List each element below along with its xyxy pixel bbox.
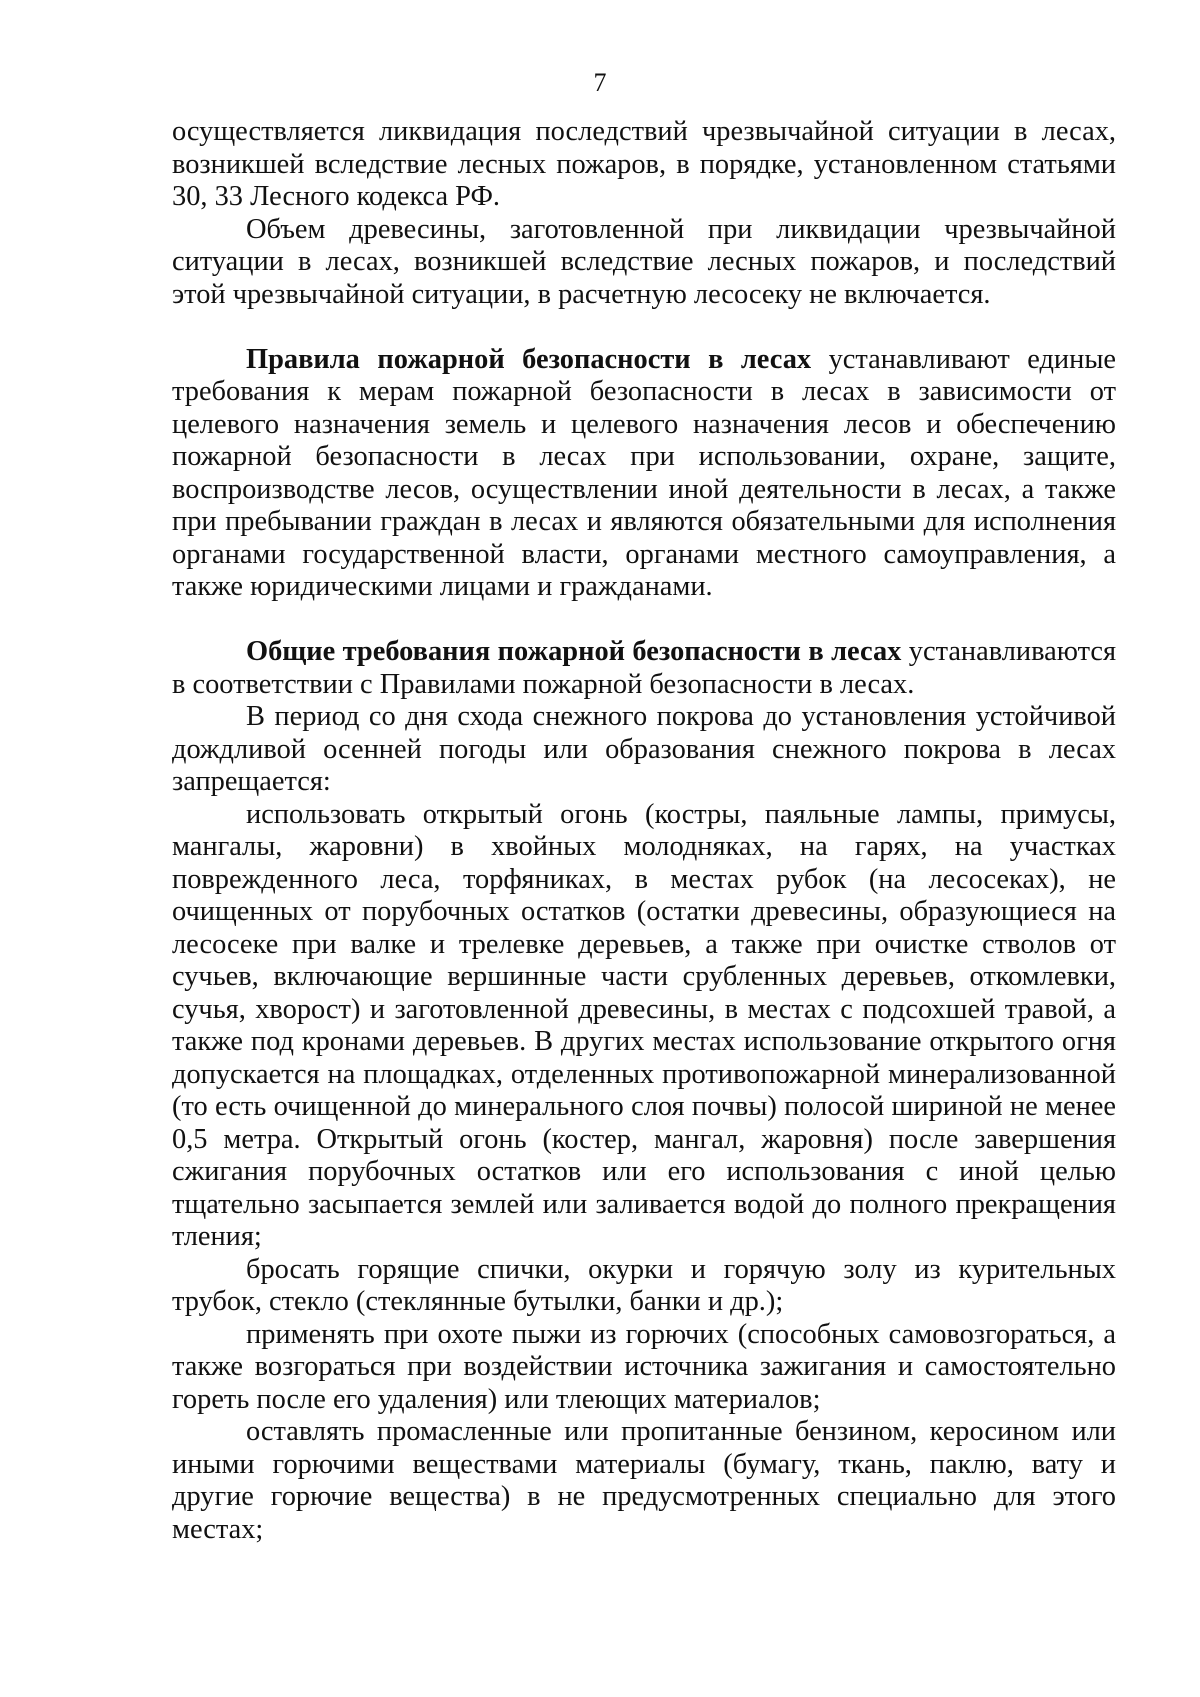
paragraph-liquidation-procedure: осуществляется ликвидация последствий чрезвычайной ситуации в лесах, возникшей вследствие лесных пожаров, в порядке, установленном статьями 30, 33 Лесного кодекса РФ. xyxy=(172,116,1116,212)
list-item-oily-materials: оставлять промасленные или пропитанные бензином, керосином или иными горючими веществами материалы (бумагу, ткань, паклю, вату и другие горючие вещества) в не предусмотренных специально для этого местах; xyxy=(172,1416,1116,1545)
paragraph-general-requirements-text: устанавливаются в соответствии с Правилами пожарной безопасности в лесах. xyxy=(172,636,1116,700)
page-number: 7 xyxy=(593,68,607,97)
heading-general-requirements: Общие требования пожарной безопасности в лесах xyxy=(246,636,902,667)
paragraph-prohibition-period: В период со дня схода снежного покрова до установления устойчивой дождливой осенней погоды или образования снежного покрова в лесах запрещается: xyxy=(172,701,1116,797)
list-item-matches: бросать горящие спички, окурки и горячую золу из курительных трубок, стекло (стеклянные бутылки, банки и др.); xyxy=(172,1253,1116,1317)
paragraph-fire-safety-rules xyxy=(172,344,1116,604)
paragraph-fire-safety-rules-text: устанавливают единые требования к мерам пожарной безопасности в лесах в зависимости от целевого назначения земель и целевого назначения лесов и обеспечению пожарной безопасности в лесах при использовании, охране, защите, воспроизводстве лесов, осуществлении иной деятельности в лесах, а также при пребывании граждан в лесах и являются обязательными для исполнения органами государственной власти, органами местного самоуправления, а также юридическими лицами и гражданами. xyxy=(172,343,1116,602)
paragraph-timber-volume: Объем древесины, заготовленной при ликвидации чрезвычайной ситуации в лесах, возникшей вследствие лесных пожаров, и последствий этой чрезвычайной ситуации, в расчетную лесосеку не включается. xyxy=(172,213,1116,310)
heading-fire-safety-rules: Правила пожарной безопасности в лесах xyxy=(246,343,812,375)
document-body xyxy=(172,116,1116,1546)
paragraph-general-requirements xyxy=(172,636,1116,701)
list-item-hunting-wads: применять при охоте пыжи из горючих (способных самовозгораться, а также возгораться при воздействии источника зажигания и самостоятельно гореть после его удаления) или тлеющих материалов; xyxy=(172,1318,1116,1415)
list-item-open-fire: использовать открытый огонь (костры, паяльные лампы, примусы, мангалы, жаровни) в хвойных молодняках, на гарях, на участках поврежденного леса, торфяниках, в местах рубок (на лесосеках), не очищенных от порубочных остатков (остатки древесины, образующиеся на лесосеке при валке и трелевке деревьев, а также при очистке стволов от сучьев, включающие вершинные части срубленных деревьев, откомлевки, сучья, хворост) и заготовленной древесины, в местах с подсохшей травой, а также под кронами деревьев. В других местах использование открытого огня допускается на площадках, отделенных противопожарной минерализованной (то есть очищенной до минерального слоя почвы) полосой шириной не менее 0,5 метра. Открытый огонь (костер, мангал, жаровня) после завершения сжигания порубочных остатков или его использования с иной целью тщательно засыпается землей или заливается водой до полного прекращения тления; xyxy=(172,798,1116,1252)
